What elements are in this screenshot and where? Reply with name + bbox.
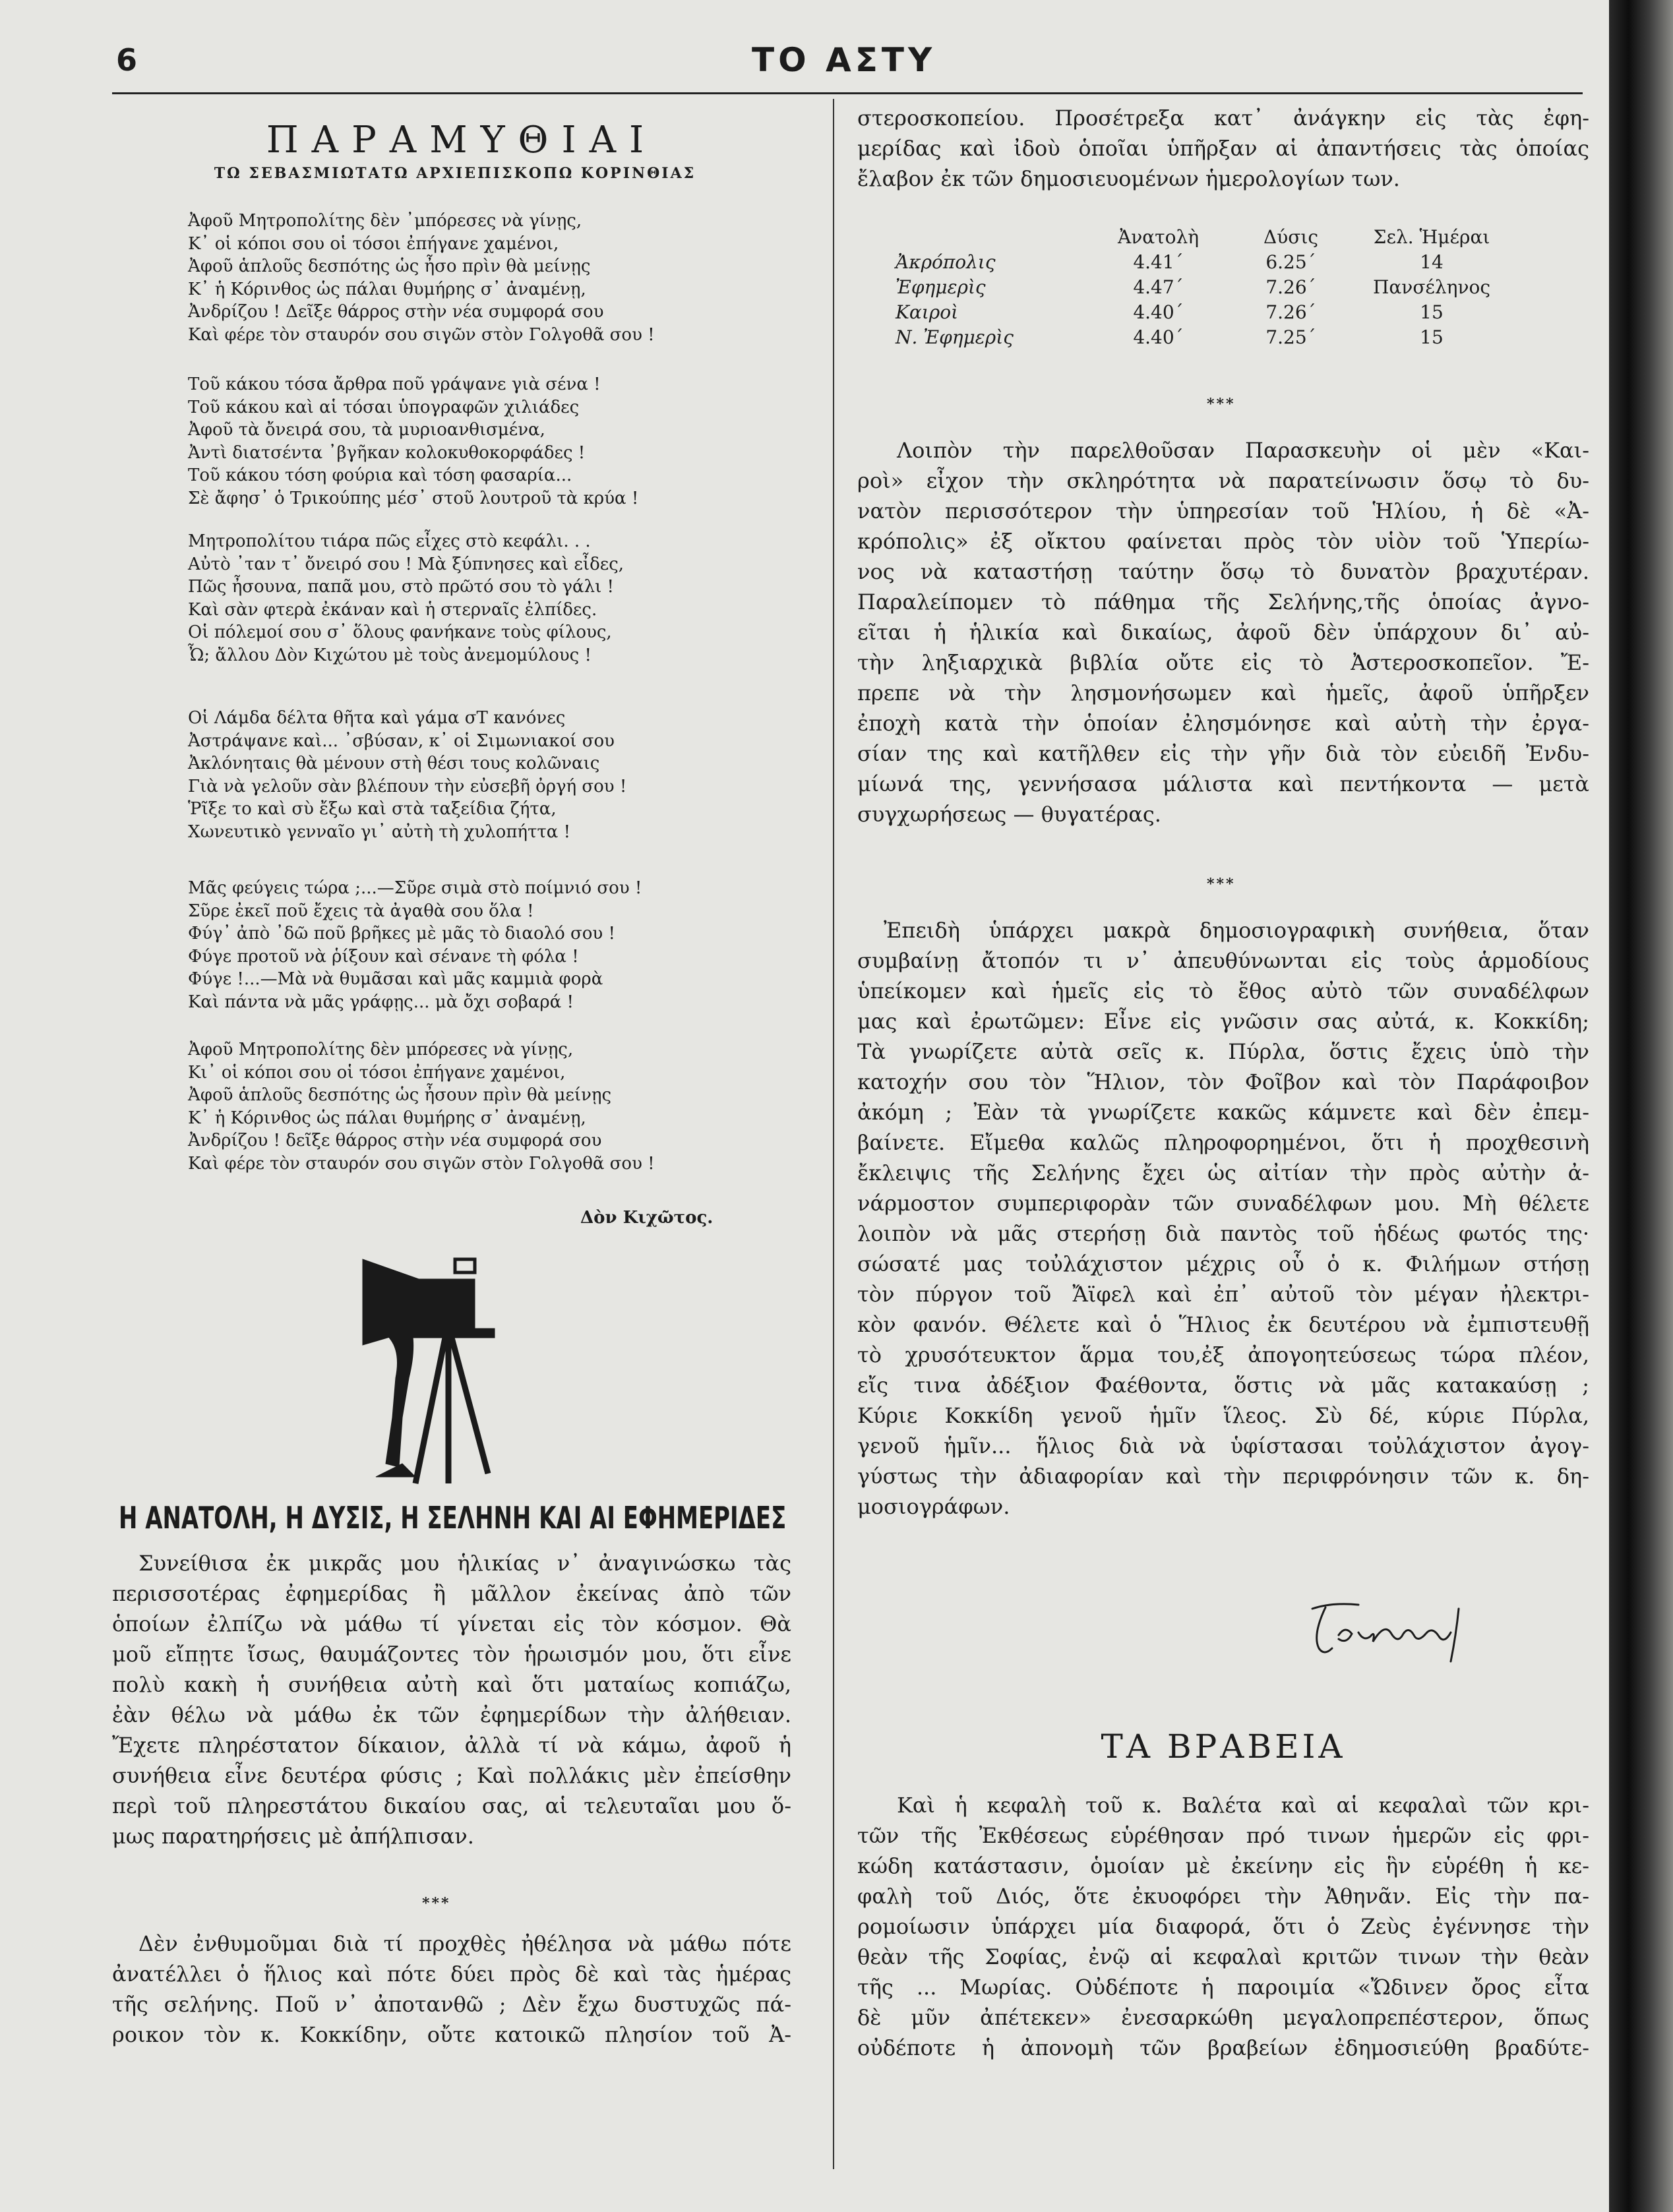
table-cell: 15 — [1420, 301, 1444, 323]
text-line: ροικον τὸν κ. Κοκκίδην, οὔτε κατοικῶ πλησίον τοῦ Ἀ- — [112, 2022, 791, 2047]
text-line: Κύριε Κοκκίδη γενοῦ ἡμῖν ἵλεος. Σὺ δέ, κύριε Πύρλα, — [857, 1403, 1589, 1428]
table-cell: Πανσέληνος — [1372, 276, 1491, 298]
poem-line: Ἀντὶ διατσέντα ᾽βγῆκαν κολοκυθοκορφάδες ! — [188, 442, 586, 463]
text-line: Συνείθισα ἐκ μικρᾶς μου ἡλικίας ν᾽ ἀναγινώσκω τὰς — [138, 1551, 791, 1576]
text-line: ἀνατέλλει ὁ ἥλιος καὶ πότε δύει πρὸς δὲ καὶ τὰς ἡμέρας — [112, 1961, 791, 1987]
separator-stars: *** — [1207, 876, 1236, 893]
text-line: εῖται ἡ ἡλικία καὶ δικαίως, ἀφοῦ δὲν ὑπάρχουν δι᾽ αὐ- — [857, 620, 1589, 645]
text-line: τὴν ληξιαρχικὰ βιβλία οὔτε εἰς τὸ Ἀστεροσκοπεῖον. Ἔ- — [857, 650, 1589, 675]
text-line: Ἐπειδὴ ὑπάρχει μακρὰ δημοσιογραφικὴ συνήθεια, ὅταν — [884, 918, 1589, 943]
poem-line: Φύγ᾽ ἀπὸ ᾽δῶ ποῦ βρῆκες μὲ μᾶς τὸ διαολό σου ! — [188, 924, 615, 943]
table-cell: Ἐφημερὶς — [896, 276, 986, 298]
poem-title: ΠΑΡΑΜΥΘΙΑΙ — [266, 119, 657, 162]
text-line: στεροσκοπείου. Προσέτρεξα κατ᾽ ἀνάγκην εἰς τὰς ἐφη- — [857, 105, 1589, 131]
text-line: συνήθεια εἶνε δευτέρα φύσις ; Καὶ πολλάκις μὲν ἐπείσθην — [112, 1763, 791, 1788]
text-line: τὸ χρυσότευκτον ἅρμα του,ἐξ ἀπογοητεύσεως τώρα πλέον, — [857, 1342, 1589, 1367]
poem-stanza-1 — [188, 210, 781, 346]
ephemeris-table — [884, 224, 1506, 349]
article-para-1 — [112, 1548, 791, 1851]
table-header: Δύσις — [1263, 225, 1318, 248]
table-header: Ἀνατολὴ — [1117, 225, 1200, 248]
text-line: περισσοτέρας ἐφημερίδας ἢ μᾶλλον ἐκείνας ἀπὸ τῶν — [112, 1581, 791, 1606]
text-line: Ἔχετε πληρέστατον δίκαιον, ἀλλὰ τί νὰ κάμω, ἀφοῦ ἡ — [112, 1733, 791, 1758]
text-line: ροὶ» εἶχον τὴν σκληρότητα νὰ παρατείνωσιν ὅσῳ τὸ δυ- — [857, 468, 1589, 493]
poem-line: Κ᾽ ἡ Κόρινθος ὡς πάλαι θυμήρης σ᾽ ἀναμένῃ, — [188, 279, 586, 299]
handwritten-signature — [1286, 1596, 1484, 1668]
poem-stanza-6 — [188, 1038, 781, 1175]
poem-stanza-4 — [188, 707, 781, 843]
table-cell: 15 — [1420, 326, 1444, 348]
poem-line: Φύγε προτοῦ νὰ ῥίξουν καὶ σένανε τὴ φόλα ! — [188, 946, 579, 967]
text-line: λοιπὸν νὰ μᾶς στερήσῃ διὰ παντὸς τοῦ ἡδέως φωτός της· — [857, 1221, 1589, 1246]
text-line: ὁποίων ἐλπίζω νὰ μάθω τί γίνεται εἰς τὸν κόσμον. Θὰ — [112, 1611, 791, 1636]
poem-line: Τοῦ κάκου τόση φούρια καὶ τόση φασαρία... — [188, 465, 572, 485]
text-line: κώδη κατάστασιν, ὁμοίαν μὲ ἐκείνην εἰς ἣν εὑρέθη ἡ κε- — [857, 1853, 1589, 1878]
table-cell: 7.26΄ — [1265, 276, 1316, 298]
table-header-row — [884, 224, 1506, 249]
poem-line: Κ᾽ ἡ Κόρινθος ὡς πάλαι θυμήρης σ᾽ ἀναμένῃ, — [188, 1108, 586, 1128]
table-row — [884, 299, 1506, 324]
poem-line: Μᾶς φεύγεις τώρα ;...—Σῦρε σιμὰ στὸ ποίμνιό σου ! — [188, 878, 642, 898]
poem-line: Κ᾽ οἱ κόποι σου οἱ τόσοι ἐπήγανε χαμένοι, — [188, 233, 559, 254]
poem-line: Πῶς ἦσουνα, παπᾶ μου, στὸ πρῶτό σου τὸ γάλι ! — [188, 577, 615, 597]
section-para — [857, 1790, 1589, 2063]
poem-line: Ἀστράψανε καὶ... ᾽σβύσαν, κ᾽ οἱ Σιμωνιακοί σου — [188, 731, 615, 751]
table-row — [884, 324, 1506, 349]
text-line: κατοχήν σου τὸν Ἥλιον, τὸν Φοῖβον καὶ τὸν Παράφοιβον — [857, 1069, 1589, 1094]
poem-line: Ἀφοῦ ἁπλοῦς δεσπότης ὡς ἦσο πρὶν θὰ μείνῃς — [188, 256, 591, 276]
text-line: μας καὶ ἐρωτῶμεν: Εἶνε εἰς γνῶσιν σας αὐτά, κ. Κοκκίδη; — [857, 1009, 1589, 1034]
poem-line: Φύγε !...—Μὰ νὰ θυμᾶσαι καὶ μᾶς καμμιὰ φορὰ — [188, 969, 603, 989]
poem-line: Κι᾽ οἱ κόποι σου οἱ τόσοι ἐπήγανε χαμένοι, — [188, 1062, 566, 1083]
masthead: ΤΟ ΑΣΤΥ — [752, 41, 936, 79]
text-line: νος νὰ καταστήσῃ ταύτην ὅσῳ τὸ δυνατὸν βραχυτέραν. — [857, 559, 1589, 584]
text-line: γενοῦ ἡμῖν... ἥλιος διὰ νὰ ὑφίστασαι τοὐλάχιστον ἀγογ- — [857, 1433, 1589, 1458]
text-line: Δὲν ἐνθυμοῦμαι διὰ τί προχθὲς ἠθέλησα νὰ μάθω πότε — [138, 1931, 791, 1956]
text-line: Λοιπὸν τὴν παρελθοῦσαν Παρασκευὴν οἱ μὲν «Και- — [897, 438, 1589, 463]
poem-line: Ἀφοῦ τὰ ὄνειρά σου, τὰ μυριοανθισμένα, — [188, 420, 545, 440]
page-number: 6 — [116, 42, 138, 78]
separator-stars: *** — [422, 1895, 451, 1912]
text-line: Καὶ ἡ κεφαλὴ τοῦ κ. Βαλέτα καὶ αἱ κεφαλαὶ τῶν κρι- — [897, 1793, 1589, 1818]
poem-line: Καὶ φέρε τὸν σταυρόν σου σιγῶν στὸν Γολγοθᾶ σου ! — [188, 1153, 655, 1174]
poem-line: Γιὰ νὰ γελοῦν σὰν βλέπουν τὴν εὐσεβῆ ὀργή σου ! — [188, 776, 627, 796]
table-cell: Καιροὶ — [896, 301, 959, 323]
poem-line: Τοῦ κάκου τόσα ἄρθρα ποῦ γράψανε γιὰ σένα ! — [188, 374, 601, 394]
text-line: τῶν τῆς Ἐκθέσεως εὑρέθησαν πρό τινων ἡμερῶν εἰς φρι- — [857, 1823, 1589, 1848]
poem-line: Ἀφοῦ ἁπλοῦς δεσπότης ὡς ἦσουν πρὶν θὰ μείνῃς — [188, 1085, 612, 1105]
text-line: Παραλείπομεν τὸ πάθημα τῆς Σελήνης,τῆς ὁποίας ἀγνο- — [857, 589, 1589, 614]
text-line: εἴς τινα ἀδέξιον Φαέθοντα, ὅστις νὰ μᾶς κατακαύσῃ ; — [857, 1373, 1589, 1398]
text-line: τῆς σελήνης. Ποῦ ν᾽ ἀποτανθῶ ; Δὲν ἔχω δυστυχῶς πά- — [112, 1992, 791, 2017]
poem-line: Οἱ πόλεμοί σου σ᾽ ὅλους φανήκανε τοὺς φίλους, — [188, 622, 612, 642]
poem-line: Μητροπολίτου τιάρα πῶς εἶχες στὸ κεφάλι. . . — [188, 531, 591, 551]
table-cell: 4.41΄ — [1133, 251, 1184, 273]
text-line: γύστως τὴν ἀδιαφορίαν καὶ τὴν περιφρόνησιν τῶν κ. δη- — [857, 1464, 1589, 1489]
text-line: πολὺ κακὴ ἡ συνήθεια αὐτὴ καὶ ὅτι ματαίως κοπιάζω, — [112, 1672, 791, 1697]
poem-line: Ἀνδρίζου ! δεῖξε θάρρος στὴν νέα συμφορά σου — [188, 1131, 602, 1151]
text-line: ρομοίωσιν ὑπάρχει μία διαφορά, ὅτι ὁ Ζεὺς ἐγέννησε τὴν — [857, 1914, 1589, 1939]
text-line: Τὰ γνωρίζετε αὐτὰ σεῖς κ. Πύρλα, ὅστις ἔχεις ὑπὸ τὴν — [857, 1039, 1589, 1064]
table-cell: 6.25΄ — [1265, 251, 1316, 273]
text-line: βαίνετε. Εἴμεθα καλῶς πληροφορημένοι, ὅτι ἡ προχθεσινὴ — [857, 1130, 1589, 1155]
text-line: ἐποχὴ κατὰ τὴν ὁποίαν ἐλησμόνησε καὶ αὐτὴ τὴν ἐργα- — [857, 711, 1589, 736]
poem-line: Οἱ Λάμδα δέλτα θῆτα καὶ γάμα σΤ κανόνες — [188, 708, 566, 728]
poem-line: Ἀφοῦ Μητροπολίτης δὲν ᾽μπόρεσες νὰ γίνῃς, — [188, 211, 582, 231]
camera-illustration — [356, 1246, 514, 1497]
poem-signature: Δὸν Κιχῶτος. — [580, 1208, 714, 1228]
text-line: μερίδας καὶ ἰδοὺ ὁποῖαι ὑπῆρξαν αἱ ἀπαντήσεις τὰς ὁποίας — [857, 136, 1589, 161]
text-line: σώσατέ μας τοὐλάχιστον μέχρις οὗ ὁ κ. Φιλήμων στήσῃ — [857, 1251, 1589, 1276]
poem-line: Ἀφοῦ Μητροπολίτης δὲν μπόρεσες νὰ γίνῃς, — [188, 1040, 574, 1060]
text-line: κρόπολις» ἐξ οἴκτου φαίνεται πρὸς τὸν υἱὸν τοῦ Ὑπερίω- — [857, 529, 1589, 554]
poem-line: Καὶ σὰν φτερὰ ἐκάναν καὶ ἡ στερναῖς ἐλπίδες. — [188, 599, 597, 620]
text-line: ὑπείκομεν καὶ ἡμεῖς εἰς τὸ ἔθος αὐτὸ τῶν συναδέλφων — [857, 978, 1589, 1003]
table-cell: Ἀκρόπολις — [896, 251, 996, 273]
text-line: ἔκλειψις τῆς Σελήνης ἔχει ὡς αἰτίαν τὴν πρὸς αὐτὴν ἀ- — [857, 1160, 1589, 1185]
text-line: οὐδέποτε ἡ ἀπονομὴ τῶν βραβείων ἐδημοσιεύθη βραδύτε- — [857, 2035, 1589, 2060]
table-cell: 4.47΄ — [1133, 276, 1184, 298]
table-header — [884, 224, 1092, 249]
poem-dedication: ΤΩ ΣΕΒΑΣΜΙΩΤΑΤΩ ΑΡΧΙΕΠΙΣΚΟΠΩ ΚΟΡΙΝΘΙΑΣ — [214, 165, 696, 182]
binding-edge — [1609, 0, 1673, 2212]
poem-line: Σῦρε ἐκεῖ ποῦ ἔχεις τὰ ἀγαθὰ σου ὅλα ! — [188, 901, 534, 921]
text-line: νάρμοστον συμπεριφορὰν τῶν συναδέλφων μου. Μὴ θέλετε — [857, 1191, 1589, 1216]
poem-line: Ὦ; ἄλλου Δὸν Κιχώτου μὲ τοὺς ἀνεμομύλους ! — [188, 645, 592, 665]
poem-stanza-3 — [188, 530, 781, 667]
text-line: περὶ τοῦ πληρεστάτου δικαίου σας, αἱ τελευταῖαι μου ὅ- — [112, 1793, 791, 1818]
text-line: μοσιογράφων. — [857, 1494, 1010, 1519]
text-line: νατὸν περισσότερον τὴν ὑπηρεσίαν τοῦ Ἡλίου, ἡ δὲ «Ἀ- — [857, 498, 1589, 523]
text-line: συμβαίνῃ ἄτοπόν τι ν᾽ ἀπευθύνωνται εἰς τοὺς ἁρμοδίους — [857, 948, 1589, 973]
text-line: μοῦ εἴπῃτε ἴσως, θαυμάζοντες τὸν ἡρωισμόν μου, ὅτι εἶνε — [112, 1642, 791, 1667]
text-line: θεὰν τῆς Σοφίας, ἐνῷ αἱ κεφαλαὶ κριτῶν τινων τὴν θεὰν — [857, 1944, 1589, 1969]
poem-line: Καὶ φέρε τὸν σταυρόν σου σιγῶν στὸν Γολγοθᾶ σου ! — [188, 324, 655, 345]
section-title: ΤΑ ΒΡΑΒΕΙΑ — [1101, 1727, 1346, 1766]
header-rule — [112, 92, 1583, 94]
table-row — [884, 274, 1506, 299]
poem-line: Ῥῖξε το καὶ σὺ ἔξω καὶ στὰ ταξείδια ζήτα, — [188, 799, 557, 819]
article-title: Η ΑΝΑΤΟΛΗ, Η ΔΥΣΙΣ, Η ΣΕΛΗΝΗ ΚΑΙ ΑΙ ΕΦΗΜΕΡΙΔΕΣ — [119, 1500, 787, 1536]
table-cell: 7.25΄ — [1265, 326, 1316, 348]
text-line: τὸν πύργον τοῦ Ἄϊφελ καὶ ἐπ᾽ αὐτοῦ τὸν μέγαν ἠλεκτρι- — [857, 1282, 1589, 1307]
text-line: πρεπε νὰ τὴν λησμονήσωμεν καὶ ἡμεῖς, ἀφοῦ ὑπῆρξεν — [857, 680, 1589, 705]
text-line: δὲ μῦν ἀπέτεκεν» ἐνεσαρκώθη μεγαλοπρεπέστερον, ὅπως — [857, 2005, 1589, 2030]
table-cell: 4.40΄ — [1133, 326, 1184, 348]
text-line: συγχωρήσεως — θυγατέρας. — [857, 802, 1161, 827]
poem-line: Τοῦ κάκου καὶ αἱ τόσαι ὑπογραφῶν χιλιάδες — [188, 397, 580, 417]
text-line: τῆς ... Μωρίας. Οὐδέποτε ἡ παροιμία «Ὤδινεν ὄρος εἶτα — [857, 1975, 1589, 2000]
text-line: μως παρατηρήσεις μὲ ἀπήλπισαν. — [112, 1824, 474, 1849]
text-line: κὸν φανόν. Θέλετε καὶ ὁ Ἥλιος ἐκ δευτέρου νὰ ἐμπιστευθῇ — [857, 1312, 1589, 1337]
table-cell: 14 — [1420, 251, 1444, 273]
article-para-5 — [857, 915, 1589, 1522]
poem-line: Καὶ πάντα νὰ μᾶς γράφῃς... μὰ ὄχι σοβαρά ! — [188, 992, 574, 1012]
poem-line: Χωνευτικὸ γενναῖο γι᾽ αὐτὴ τὴ χυλοπήττα ! — [188, 822, 571, 842]
text-line: ἔλαβον ἐκ τῶν δημοσιευομένων ἡμερολογίων των. — [857, 166, 1400, 191]
poem-stanza-5 — [188, 877, 781, 1013]
column-divider — [833, 99, 834, 2169]
table-cell: 4.40΄ — [1133, 301, 1184, 323]
text-line: μίωνά της, γεννήσασα μάλιστα καὶ πεντήκοντα — μετὰ — [857, 771, 1589, 796]
poem-line: Σὲ ἄφησ᾽ ὁ Τρικούπης μέσ᾽ στοῦ λουτροῦ τὰ κρύα ! — [188, 488, 639, 508]
separator-stars: *** — [1207, 396, 1236, 413]
poem-line: Αὐτὸ ᾽ταν τ᾽ ὄνειρό σου ! Μὰ ξύπνησες καὶ εἶδες, — [188, 554, 624, 574]
table-cell: 7.26΄ — [1265, 301, 1316, 323]
article-para-3 — [857, 103, 1589, 194]
text-line: ἀκόμη ; Ἐὰν τὰ γνωρίζετε κακῶς κάμνετε καὶ δὲν ἐπεμ- — [857, 1100, 1589, 1125]
poem-line: Ἀκλόνηταις θὰ μένουν στὴ θέσι τους κολῶναις — [188, 754, 600, 773]
text-line: σίαν της καὶ κατῆλθεν εἰς τὴν γῆν διὰ τὸν εὐειδῆ Ἐνδυ- — [857, 741, 1589, 766]
article-para-2 — [112, 1928, 791, 2050]
table-row — [884, 249, 1506, 274]
text-line: φαλὴ τοῦ Διός, ὅτε ἐκυοφόρει τὴν Ἀθηνᾶν. Εἰς τὴν πα- — [857, 1884, 1589, 1909]
table-cell: Ν. Ἐφημερὶς — [896, 326, 1014, 348]
poem-line: Ἀνδρίζου ! Δεῖξε θάρρος στὴν νέα συμφορά σου — [188, 302, 604, 322]
table-header: Σελ. Ἡμέραι — [1373, 225, 1490, 248]
article-para-4 — [857, 435, 1589, 829]
poem-stanza-2 — [188, 373, 781, 510]
text-line: ἐὰν θέλω νὰ μάθω ἐκ τῶν ἐφημερίδων τὴν ἀλήθειαν. — [112, 1702, 791, 1727]
